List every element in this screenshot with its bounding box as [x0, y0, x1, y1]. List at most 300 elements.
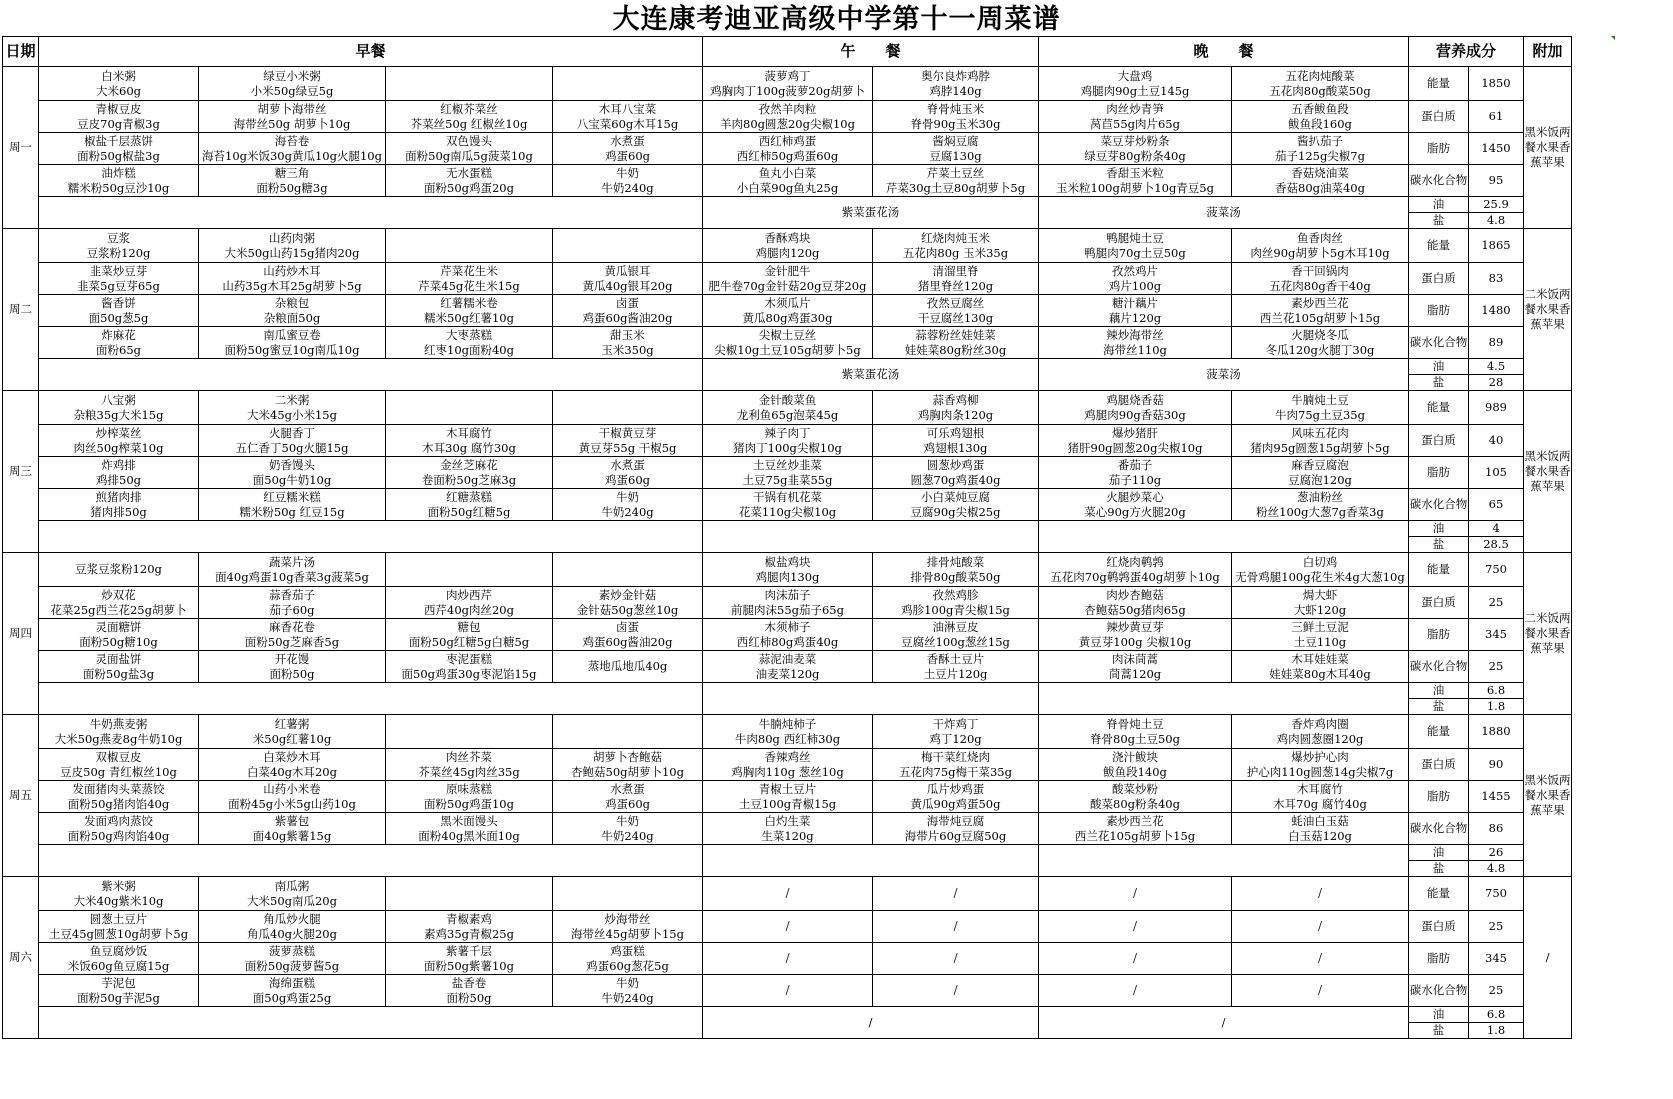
lunch-soup — [703, 683, 1039, 715]
dish-cell — [553, 295, 703, 327]
nutrient-value-carbs: 25 — [1469, 651, 1524, 683]
dish-cell — [553, 133, 703, 165]
dish-ingredients: 芹菜30g土豆80g胡萝卜5g — [885, 180, 1026, 195]
dish-ingredients: 海带丝50g 胡萝卜10g — [233, 116, 351, 131]
header-extra: 附加 — [1524, 37, 1572, 67]
dish-cell — [39, 133, 199, 165]
nutrient-value-energy: 750 — [1469, 877, 1524, 911]
nutrient-value-fat: 1480 — [1469, 295, 1524, 327]
dish-cell — [873, 619, 1039, 651]
dish-name: 枣泥蛋糕 — [446, 651, 492, 666]
cell-comment-marker — [1611, 36, 1615, 40]
dish-cell — [1039, 295, 1232, 327]
lunch-soup — [703, 845, 1039, 877]
nutrient-label-fat: 脂肪 — [1409, 619, 1469, 651]
dish-cell — [703, 619, 873, 651]
dish-ingredients: 木耳30g 腐竹30g — [422, 440, 516, 455]
dish-cell — [199, 587, 386, 619]
dish-cell — [703, 295, 873, 327]
dish-name: 紫米粥 — [101, 878, 136, 893]
dish-ingredients: 海带丝110g — [1103, 342, 1167, 357]
dish-cell — [386, 911, 553, 943]
dish-cell — [39, 295, 199, 327]
dish-cell — [703, 391, 873, 425]
dish-ingredients: 鸡腿肉130g — [755, 569, 820, 584]
nutrient-value-protein: 61 — [1469, 101, 1524, 133]
dish-name: 山药肉粥 — [269, 230, 315, 245]
dish-ingredients: 豆皮70g青椒3g — [77, 116, 160, 131]
dish-name: 豆浆豆浆粉120g — [75, 562, 162, 576]
nutrient-label-energy: 能量 — [1409, 67, 1469, 101]
dish-name: 南瓜蜜豆卷 — [263, 327, 321, 342]
dish-ingredients: 鸡蛋60g葱花5g — [586, 958, 669, 973]
dish-name: / — [1317, 919, 1323, 933]
dish-name: 蒜香鸡柳 — [932, 392, 979, 407]
dish-cell — [199, 619, 386, 651]
extra-notes: 黑米饭两餐水果香蕉苹果 — [1524, 391, 1572, 553]
dish-name: 红薯粥 — [274, 716, 310, 731]
dish-ingredients: 脊骨80g土豆50g — [1090, 731, 1180, 746]
dish-cell — [873, 295, 1039, 327]
dish-ingredients: 菜心90g方火腿20g — [1084, 504, 1186, 519]
dish-cell — [873, 425, 1039, 457]
dish-cell — [1232, 619, 1409, 651]
dish-cell — [39, 619, 199, 651]
dish-ingredients: 牛奶240g — [601, 504, 654, 519]
dish-name: / — [1317, 886, 1323, 900]
dish-cell — [873, 877, 1039, 911]
dish-ingredients: 豆腐130g — [929, 148, 982, 163]
dish-ingredients: 鸡丁120g — [929, 731, 982, 746]
dish-cell — [1232, 133, 1409, 165]
dish-name: 蔬菜片汤 — [269, 554, 315, 569]
dish-name: 韭菜炒豆芽 — [89, 263, 148, 278]
dish-name: 芹菜花生米 — [440, 263, 498, 278]
nutrient-value-protein: 90 — [1469, 749, 1524, 781]
dish-ingredients: 茄子125g尖椒7g — [1275, 148, 1365, 163]
dish-cell — [1232, 975, 1409, 1007]
dish-cell — [39, 877, 199, 911]
nutrient-value-carbs: 25 — [1469, 975, 1524, 1007]
menu-row — [3, 683, 1572, 699]
dish-ingredients: 白玉菇120g — [1288, 828, 1352, 843]
dish-cell — [1039, 67, 1232, 101]
dish-cell — [1232, 553, 1409, 587]
dish-ingredients: 鸡蛋60g酱油20g — [582, 310, 673, 325]
dish-ingredients: 土豆45g圆葱10g胡萝卜5g — [48, 926, 189, 941]
dish-cell — [703, 911, 873, 943]
menu-row — [3, 197, 1572, 213]
dish-cell — [39, 813, 199, 845]
dish-cell — [1232, 813, 1409, 845]
dish-ingredients: 角瓜40g火腿20g — [247, 926, 337, 941]
dish-name: / — [785, 886, 790, 900]
nutrient-label-energy: 能量 — [1409, 391, 1469, 425]
dish-ingredients: 娃娃菜80g木耳40g — [1269, 666, 1371, 681]
dish-name: 青椒素鸡 — [446, 911, 492, 926]
dish-name: 木耳腐竹 — [1297, 781, 1343, 796]
dish-ingredients: 土豆片120g — [923, 666, 988, 681]
dish-ingredients: 山药35g木耳25g胡萝卜5g — [222, 278, 362, 293]
dish-name: 海苔卷 — [274, 133, 310, 148]
dish-cell — [199, 489, 386, 521]
dish-cell — [1232, 943, 1409, 975]
dish-name: 葱油粉丝 — [1297, 489, 1343, 504]
dish-cell — [553, 651, 703, 683]
dish-cell — [39, 425, 199, 457]
dish-name: 红烧肉鹌鹑 — [1106, 554, 1164, 569]
dish-ingredients: 五花肉80g香干40g — [1269, 278, 1371, 293]
dish-name: 开花馒 — [274, 651, 310, 666]
nutrient-label-protein: 蛋白质 — [1409, 911, 1469, 943]
dish-name: 白灼生菜 — [764, 813, 811, 828]
dish-cell — [703, 749, 873, 781]
dish-cell — [553, 943, 703, 975]
dish-cell — [199, 651, 386, 683]
nutrient-value-energy: 1850 — [1469, 67, 1524, 101]
dish-cell — [553, 327, 703, 359]
dish-name: 孜然鸡片 — [1112, 263, 1158, 278]
extra-notes: 黑米饭两餐水果香蕉苹果 — [1524, 715, 1572, 877]
dish-name: 麻香花卷 — [269, 619, 315, 634]
dish-ingredients: 茄子110g — [1108, 472, 1162, 487]
dish-cell — [703, 327, 873, 359]
dish-name: 梅干菜红烧肉 — [921, 749, 990, 764]
dish-ingredients: 鲅鱼段160g — [1288, 116, 1352, 131]
dish-ingredients: 牛奶240g — [601, 180, 654, 195]
dish-cell — [703, 943, 873, 975]
dish-ingredients: 面粉65g — [96, 342, 141, 357]
dish-ingredients: 面粉50g鸡蛋10g — [424, 796, 514, 811]
dish-name: 金针肥牛 — [764, 263, 811, 278]
dish-ingredients: 五花肉80g 玉米35g — [902, 245, 1009, 260]
dish-cell — [703, 229, 873, 263]
dish-name: 鸡腿烧香菇 — [1106, 392, 1164, 407]
dish-ingredients: 芥菜丝50g 红椒丝10g — [410, 116, 528, 131]
dish-ingredients: 面粉50g蜜豆10g南瓜10g — [224, 342, 360, 357]
dish-cell — [1232, 165, 1409, 197]
dish-ingredients: 肥牛卷70g金针菇20g豆芽20g — [708, 278, 867, 293]
nutrient-label-oil: 油 — [1409, 521, 1469, 537]
dish-ingredients: 豆腐90g尖椒25g — [910, 504, 1001, 519]
dish-name: 酱焖豆腐 — [932, 133, 979, 148]
dish-name: 海带炖豆腐 — [926, 813, 985, 828]
dish-name: 辣子肉丁 — [764, 425, 811, 440]
dish-ingredients: 五花肉75g梅干菜35g — [899, 764, 1012, 779]
dish-cell — [1039, 229, 1232, 263]
dish-name: 香辣鸡丝 — [764, 749, 811, 764]
nutrient-label-salt: 盐 — [1409, 537, 1469, 553]
dish-ingredients: 面粉50g红糖5g白糖5g — [408, 634, 530, 649]
header-date: 日期 — [3, 37, 39, 67]
dish-name: 素炒西兰花 — [1106, 813, 1164, 828]
dish-cell — [1232, 327, 1409, 359]
dish-ingredients: 酸菜80g粉条40g — [1090, 796, 1180, 811]
dish-ingredients: 龙利鱼65g泡菜45g — [736, 407, 839, 422]
dish-cell — [703, 133, 873, 165]
dish-name: 白菜炒木耳 — [263, 749, 321, 764]
nutrient-label-protein: 蛋白质 — [1409, 263, 1469, 295]
dish-name: 香酥土豆片 — [926, 651, 985, 666]
dish-name: 原味蒸糕 — [446, 781, 492, 796]
dish-ingredients: 护心肉110g圆葱14g尖椒7g — [1246, 764, 1394, 779]
dish-cell — [386, 813, 553, 845]
dish-ingredients: 大米60g — [96, 83, 141, 98]
dish-ingredients: 鸡肉圆葱圈120g — [1276, 731, 1364, 746]
breakfast-soup-blank — [39, 1007, 703, 1039]
dish-ingredients: 小米50g绿豆5g — [250, 83, 334, 98]
dish-cell — [39, 943, 199, 975]
dish-cell — [386, 781, 553, 813]
dish-name: / — [785, 919, 790, 933]
dish-ingredients: 金针菇50g葱丝10g — [576, 602, 679, 617]
day-label: 周一 — [3, 67, 39, 229]
dish-name: 可乐鸡翅根 — [926, 425, 985, 440]
dish-name: 二米粥 — [274, 392, 310, 407]
dish-ingredients: 面粉40g黑米面10g — [418, 828, 520, 843]
dish-cell — [873, 67, 1039, 101]
dish-name: 肉沫茼蒿 — [1112, 651, 1158, 666]
dish-name: 蒜泥油麦菜 — [758, 651, 817, 666]
menu-row — [3, 295, 1572, 327]
dish-cell — [199, 391, 386, 425]
dish-cell — [1232, 587, 1409, 619]
dish-name: 牛奶 — [616, 813, 639, 828]
nutrient-value-fat: 105 — [1469, 457, 1524, 489]
dish-cell — [386, 391, 553, 425]
dish-cell — [1039, 911, 1232, 943]
dish-cell — [1232, 715, 1409, 749]
dish-cell — [1039, 975, 1232, 1007]
dish-ingredients: 面粉50g猪肉馅40g — [67, 796, 170, 811]
dish-name: 爆炒猪肝 — [1112, 425, 1158, 440]
menu-row — [3, 489, 1572, 521]
dish-ingredients: 莴苣55g肉片65g — [1090, 116, 1180, 131]
dish-cell — [1232, 489, 1409, 521]
menu-row — [3, 263, 1572, 295]
dish-cell — [39, 553, 199, 587]
dish-cell — [39, 911, 199, 943]
dish-name: 孜然羊肉粒 — [758, 101, 817, 116]
dish-ingredients: 无骨鸡腿100g花生米4g大葱10g — [1235, 569, 1405, 584]
nutrient-label-fat: 脂肪 — [1409, 295, 1469, 327]
dish-cell — [39, 489, 199, 521]
dish-name: 炒双花 — [101, 587, 136, 602]
dish-cell — [553, 749, 703, 781]
dish-ingredients: 鸡胗100g青尖椒15g — [901, 602, 1010, 617]
dish-name: 浇汁鲅块 — [1112, 749, 1158, 764]
dish-ingredients: 面粉50g芋泥5g — [77, 990, 160, 1005]
dish-ingredients: 面40g紫薯15g — [252, 828, 332, 843]
dish-cell — [199, 165, 386, 197]
dish-ingredients: 粉丝100g大葱7g香菜3g — [1256, 504, 1384, 519]
nutrient-label-carbs: 碳水化合物 — [1409, 489, 1469, 521]
dish-ingredients: 鸡片100g — [1108, 278, 1162, 293]
nutrient-label-salt: 盐 — [1409, 1023, 1469, 1039]
dinner-soup: / — [1039, 1007, 1409, 1039]
dish-ingredients: 猪肉排50g — [90, 504, 147, 519]
dish-name: 水煮蛋 — [610, 457, 645, 472]
dish-name: 发面鸡肉蒸饺 — [84, 813, 153, 828]
dish-cell — [1232, 651, 1409, 683]
nutrient-label-oil: 油 — [1409, 197, 1469, 213]
dish-ingredients: 鸡胸肉丁100g菠萝20g胡萝卜 — [710, 83, 865, 98]
dish-ingredients: 羊肉80g圆葱20g尖椒10g — [720, 116, 855, 131]
dish-name: 风味五花肉 — [1291, 425, 1349, 440]
dish-name: / — [953, 951, 958, 965]
dish-name: 清溜里脊 — [932, 263, 979, 278]
dish-name: 炸鸡排 — [101, 457, 136, 472]
dish-cell — [553, 975, 703, 1007]
dish-ingredients: 面粉50g — [269, 666, 315, 681]
dish-ingredients: 面50g牛奶10g — [252, 472, 332, 487]
nutrient-value-protein: 40 — [1469, 425, 1524, 457]
dish-ingredients: 米饭60g鱼豆腐15g — [67, 958, 170, 973]
dish-ingredients: 面粉50g南瓜5g菠菜10g — [405, 148, 533, 163]
dish-cell — [1039, 749, 1232, 781]
dish-ingredients: 猪里脊丝120g — [917, 278, 994, 293]
dish-cell — [1039, 101, 1232, 133]
dish-ingredients: 脊骨90g玉米30g — [910, 116, 1001, 131]
extra-notes: 二米饭两餐水果香蕉苹果 — [1524, 229, 1572, 391]
dish-name: 紫薯千层 — [446, 943, 492, 958]
dish-name: 双色馒头 — [446, 133, 492, 148]
dish-name: 油淋豆皮 — [932, 619, 979, 634]
dish-name: 瓜片炒鸡蛋 — [926, 781, 985, 796]
dish-ingredients: 豆腐泡120g — [1288, 472, 1352, 487]
dish-ingredients: 五花肉70g鹌鹑蛋40g胡萝卜10g — [1050, 569, 1220, 584]
dish-name: 火腿香丁 — [269, 425, 315, 440]
nutrient-label-oil: 油 — [1409, 683, 1469, 699]
day-label: 周四 — [3, 553, 39, 715]
dish-name: 红糖蒸糕 — [446, 489, 492, 504]
page-title: 大连康考迪亚高级中学第十一周菜谱 — [612, 4, 1061, 35]
dish-name: 五花肉炖酸菜 — [1285, 68, 1355, 83]
dish-cell — [1039, 263, 1232, 295]
dish-name: 土豆丝炒韭菜 — [753, 457, 822, 472]
breakfast-soup-blank — [39, 359, 703, 391]
dish-name: 红椒芥菜丝 — [440, 101, 498, 116]
dish-name: 肉炒西芹 — [446, 587, 492, 602]
dish-cell — [553, 165, 703, 197]
nutrient-label-salt: 盐 — [1409, 375, 1469, 391]
dish-name: 肉沫茄子 — [764, 587, 811, 602]
nutrient-value-salt: 4.8 — [1469, 861, 1524, 877]
breakfast-soup-blank — [39, 683, 703, 715]
dish-name: 八宝粥 — [101, 392, 136, 407]
dish-cell — [199, 943, 386, 975]
dish-name: 素炒西兰花 — [1291, 295, 1349, 310]
menu-row — [3, 553, 1572, 587]
dish-ingredients: 土豆110g — [1293, 634, 1347, 649]
dish-cell — [39, 651, 199, 683]
dish-name: 辣炒黄豆芽 — [1106, 619, 1164, 634]
dish-name: 椒盐鸡块 — [764, 554, 811, 569]
dish-cell — [39, 263, 199, 295]
nutrient-value-oil: 6.8 — [1469, 683, 1524, 699]
dish-ingredients: 海带片60g豆腐50g — [904, 828, 1007, 843]
dish-cell — [873, 781, 1039, 813]
dish-name: 牛奶 — [616, 975, 639, 990]
dish-cell — [553, 229, 703, 263]
dish-cell — [703, 101, 873, 133]
dish-cell — [1039, 587, 1232, 619]
dish-cell — [553, 877, 703, 911]
nutrient-value-salt: 1.8 — [1469, 1023, 1524, 1039]
dish-cell — [703, 813, 873, 845]
dish-ingredients: 大米40g紫米10g — [73, 893, 164, 908]
dish-ingredients: 白菜40g木耳20g — [247, 764, 337, 779]
dish-cell — [553, 425, 703, 457]
dish-name: 木须柿子 — [764, 619, 811, 634]
dish-cell — [703, 67, 873, 101]
menu-row — [3, 781, 1572, 813]
nutrient-value-protein: 25 — [1469, 911, 1524, 943]
nutrient-label-oil: 油 — [1409, 845, 1469, 861]
dish-cell — [873, 489, 1039, 521]
nutrient-value-oil: 4 — [1469, 521, 1524, 537]
dish-cell — [873, 101, 1039, 133]
dish-ingredients: 牛肉75g土豆35g — [1275, 407, 1365, 422]
dish-cell — [553, 553, 703, 587]
dish-cell — [703, 489, 873, 521]
dish-name: 白米粥 — [101, 68, 136, 83]
nutrient-value-oil: 26 — [1469, 845, 1524, 861]
dish-name: / — [785, 951, 790, 965]
dish-name: 鱼豆腐炒饭 — [89, 943, 148, 958]
dish-cell — [873, 327, 1039, 359]
dish-name: / — [1132, 983, 1138, 997]
nutrient-label-carbs: 碳水化合物 — [1409, 813, 1469, 845]
nutrient-value-protein: 25 — [1469, 587, 1524, 619]
dish-ingredients: 鸡蛋60g — [605, 148, 650, 163]
nutrient-value-salt: 28.5 — [1469, 537, 1524, 553]
nutrient-label-energy: 能量 — [1409, 229, 1469, 263]
dish-cell — [1039, 877, 1232, 911]
dish-ingredients: 海带丝45g胡萝卜15g — [571, 926, 684, 941]
dish-cell — [553, 781, 703, 813]
dish-name: 灵面糖饼 — [95, 619, 142, 634]
dish-name: 糖汁藕片 — [1112, 295, 1158, 310]
dish-ingredients: 大米50g山药15g猪肉20g — [224, 245, 360, 260]
dish-cell — [39, 327, 199, 359]
dish-name: / — [1317, 951, 1323, 965]
dish-cell — [386, 619, 553, 651]
dish-ingredients: 鸡胸肉条120g — [917, 407, 994, 422]
dish-cell — [1039, 813, 1232, 845]
dish-name: 酸菜炒粉 — [1112, 781, 1158, 796]
dish-cell — [386, 425, 553, 457]
dish-ingredients: 韭菜5g豆芽65g — [77, 278, 160, 293]
dish-ingredients: 茼蒿120g — [1108, 666, 1162, 681]
menu-row — [3, 101, 1572, 133]
dish-name: 圆葱土豆片 — [89, 911, 148, 926]
dish-ingredients: 茄子60g — [269, 602, 315, 617]
dish-ingredients: 鸭腿肉70g土豆50g — [1084, 245, 1186, 260]
dish-ingredients: 面50g鸡蛋25g — [252, 990, 332, 1005]
dish-name: 绿豆小米粥 — [263, 68, 321, 83]
dish-name: 鱼香肉丝 — [1297, 230, 1343, 245]
menu-row — [3, 715, 1572, 749]
dish-cell — [703, 553, 873, 587]
extra-notes: 二米饭两餐水果香蕉苹果 — [1524, 553, 1572, 715]
dish-ingredients: 黄瓜40g银耳20g — [582, 278, 673, 293]
day-label: 周五 — [3, 715, 39, 877]
dish-name: 木耳娃娃菜 — [1291, 651, 1349, 666]
dish-ingredients: 绿豆芽80g粉条40g — [1084, 148, 1186, 163]
dish-cell — [703, 975, 873, 1007]
dish-cell — [386, 229, 553, 263]
